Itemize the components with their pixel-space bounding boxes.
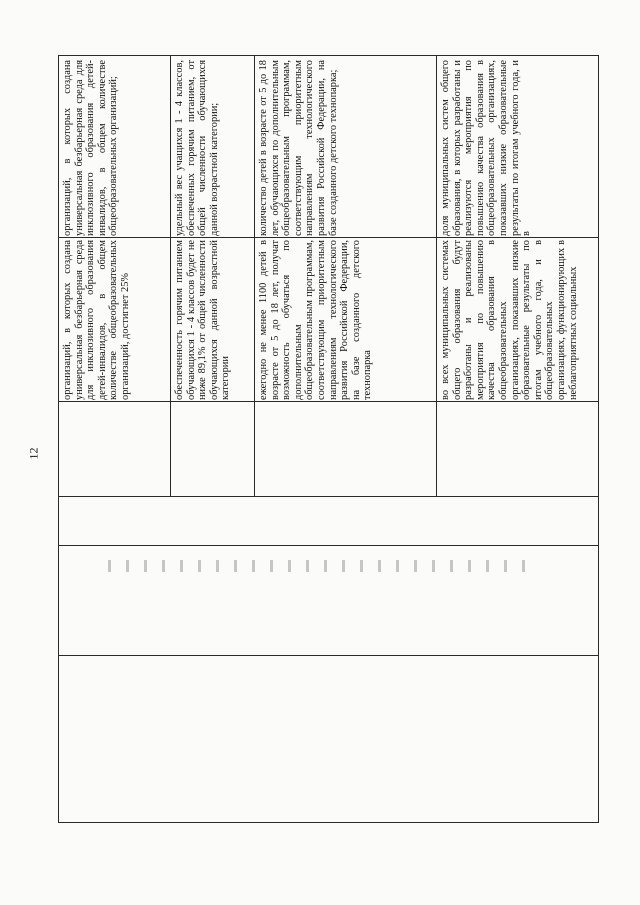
activity-text: организаций, в которых создана универсальная безбарьерная среда для инклюзивного образования детей-инвалидов, в общем количестве общеобразовательных организаций, достигнет 25%	[62, 240, 131, 400]
column-divider	[58, 655, 599, 656]
column-divider	[58, 401, 599, 402]
table-row	[440, 238, 596, 400]
activity-text: обеспеченность горячим питанием обучающихся 1 - 4 классов будет не ниже 89,1% от общей численности обучающихся данной возрастной категории	[174, 240, 232, 400]
table-row	[258, 57, 434, 236]
indicator-text: количество детей в возрасте от 5 до 18 лет, обучающихся по дополнительным общеобразовательным программам, соответствующим приоритетным направлениям технологического развития Российской Федерации, на базе созданного детского технопарка;	[258, 60, 339, 236]
row-divider	[254, 55, 255, 497]
table-border-left	[58, 55, 59, 823]
indicator-text: доля муниципальных систем общего образования, в которых разработаны и реализуются мероприятия по повышению качества образования в общеобразовательных организациях, показавших низкие образовательные результаты по итогам учебного года, и в	[440, 60, 533, 236]
scan-artifact-dots	[108, 560, 538, 572]
table-row	[174, 238, 252, 400]
table-border-top	[58, 55, 599, 56]
table-row	[62, 238, 168, 400]
table-border-right	[598, 55, 599, 823]
column-divider	[58, 496, 599, 497]
activity-text: во всех муниципальных системах общего образования будут разработаны и реализованы мероприятия по повышению качества образования в общеобразовательных организациях, показавших низкие образовательные результаты по итогам учебного года, и в общеобразовательных организациях, функционирующих в неблагоприятных социальных	[440, 240, 579, 400]
table-row	[62, 57, 168, 236]
indicator-text: организаций, в которых создана универсальная безбарьерная среда для инклюзивного образования детей-инвалидов, в общем количестве общеобразовательных организаций;	[62, 60, 120, 236]
table-row	[174, 57, 252, 236]
table-border-bottom	[58, 822, 599, 823]
row-divider	[170, 55, 171, 497]
table-row	[440, 57, 596, 236]
column-divider	[58, 545, 599, 546]
row-divider	[436, 55, 437, 497]
page-number: 12	[26, 447, 41, 460]
activity-text: ежегодно не менее 1100 детей в возрасте от 5 до 18 лет, получат возможность обучаться по дополнительным общеобразовательным программам, соответствующим приоритетным направлениям технологического развития Российской Федерации, на базе созданного детского технопарка	[258, 240, 374, 400]
indicator-text: удельный вес учащихся 1 - 4 классов, обеспеченных горячим питанием, от общей численности обучающихся данной возрастной категории;	[174, 60, 220, 236]
table-row	[258, 238, 434, 400]
